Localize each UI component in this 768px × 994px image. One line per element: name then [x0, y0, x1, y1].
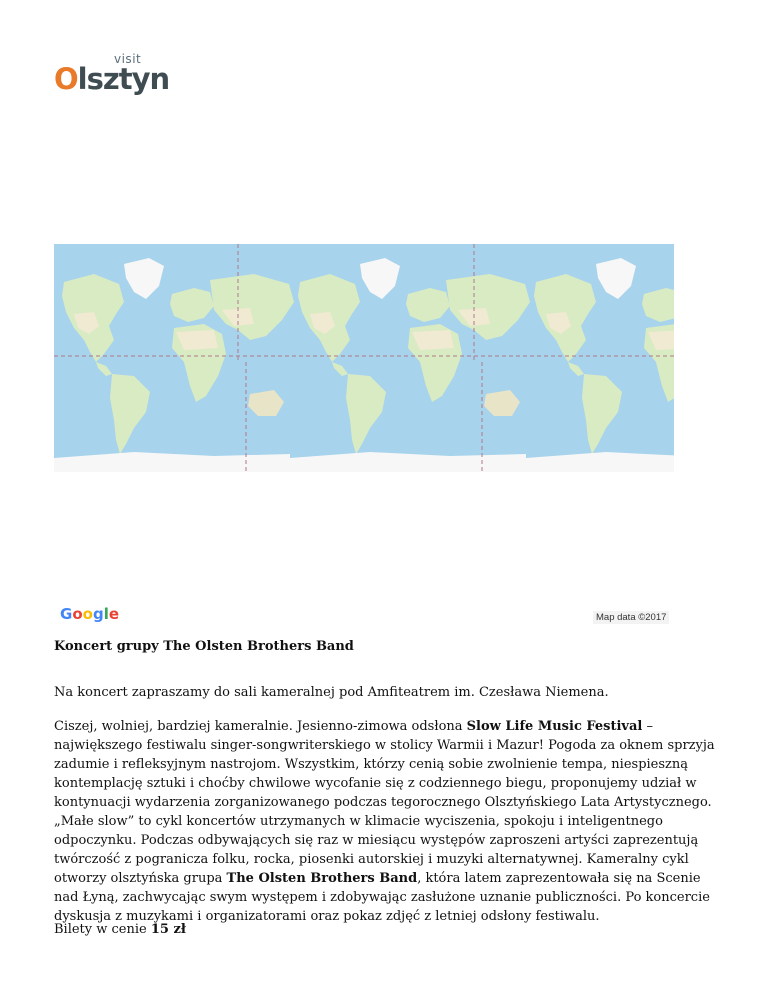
- band-name: The Olsten Brothers Band: [226, 871, 418, 886]
- google-logo[interactable]: Google: [60, 605, 120, 623]
- logo-visit-text: visit: [114, 52, 142, 66]
- event-description: Ciszej, wolniej, bardziej kameralnie. Jesienno-zimowa odsłona Slow Life Music Festival – największego festiwalu singer-songwriterskiego w stolicy Warmii i Mazur! Pogoda za oknem sprzyja zadumie i refleksyjnym nastrojom. Wszystkim, którzy cenią sobie zwolnienie tempa, niespieszną kontemplację sztuki i choćby chwilowe wycofanie się z codziennego biegu, proponujemy udział w kontynuacji wydarzenia zorganizowanego podczas tegorocznego Olsztyńskiego Lata Artystycznego. „Małe slow” to cykl koncertów utrzymanych w klimacie wyciszenia, spokoju i inteligentnego odpoczynku. Podczas odbywających się raz w miesiącu występów zaproszeni artyści zaprezentują twórczość z pogranicza folku, rocka, piosenki autorskiej i muzyki alternatywnej. Kameralny cykl otworzy olsztyńska grupa The Olsten Brothers Band, która latem zaprezentowała się na Scenie nad Łyną, zachwycając swym występem i zdobywając zasłużone uznanie publiczności. Po koncercie dyskusja z muzykami i organizatorami oraz pokaz zdjęć z letniej odsłony festiwalu.: [54, 719, 715, 924]
- ticket-price: 15 zł: [150, 922, 186, 937]
- event-intro: Na koncert zapraszamy do sali kameralnej pod Amfiteatrem im. Czesława Niemena.: [54, 685, 609, 700]
- map-attribution: Map data ©2017: [593, 611, 669, 624]
- ticket-info: Bilety w cenie 15 zł: [54, 922, 186, 937]
- festival-name: Slow Life Music Festival: [466, 719, 643, 734]
- map-svg: [54, 244, 674, 472]
- visit-olsztyn-logo[interactable]: [54, 36, 170, 96]
- logo-name: Olsztyn: [54, 62, 170, 96]
- event-title: Koncert grupy The Olsten Brothers Band: [54, 639, 354, 654]
- world-map[interactable]: [54, 244, 674, 472]
